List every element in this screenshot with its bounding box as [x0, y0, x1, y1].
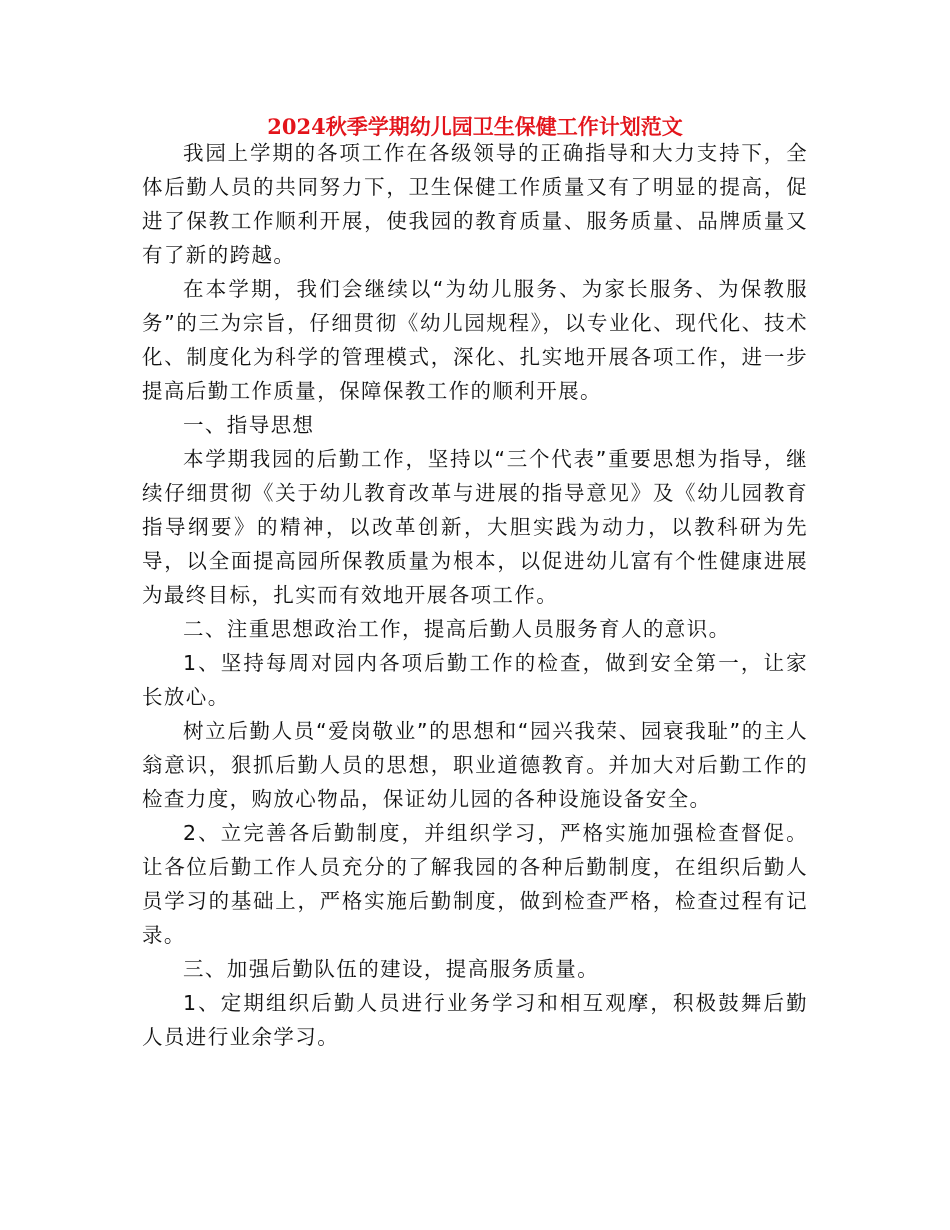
- paragraph-semester-goals: 在本学期，我们会继续以“为幼儿服务、为家长服务、为保教服务”的三为宗旨，仔细贯彻《幼儿园规程》，以专业化、现代化、技术化、制度化为科学的管理模式，深化、扎实地开展各项工作，进一步提高后勤工作质量，保障保教工作的顺利开展。: [142, 277, 808, 403]
- section-heading-political-work: 二、注重思想政治工作，提高后勤人员服务育人的意识。: [183, 617, 731, 641]
- section-heading-guiding-ideology: 一、指导思想: [183, 413, 315, 437]
- section-heading-team-building: 三、加强后勤队伍的建设，提高服务质量。: [183, 957, 600, 981]
- paragraph-staff-study: 1、定期组织后勤人员进行业务学习和相互观摩，积极鼓舞后勤人员进行业余学习。: [142, 991, 808, 1049]
- document-body: [142, 136, 808, 1054]
- paragraph-guiding-ideology: 本学期我园的后勤工作，坚持以“三个代表”重要思想为指导，继续仔细贯彻《关于幼儿教育改革与进展的指导意见》及《幼儿园教育指导纲要》的精神，以改革创新，大胆实践为动力，以教科研为先导，以全面提高园所保教质量为根本，以促进幼儿富有个性健康进展为最终目标，扎实而有效地开展各项工作。: [142, 447, 808, 607]
- paragraph-weekly-inspection: 1、坚持每周对园内各项后勤工作的检查，做到安全第一，让家长放心。: [142, 651, 808, 709]
- document-title: 2024秋季学期幼儿园卫生保健工作计划范文: [267, 114, 683, 139]
- paragraph-intro: 我园上学期的各项工作在各级领导的正确指导和大力支持下，全体后勤人员的共同努力下，卫生保健工作质量又有了明显的提高，促进了保教工作顺利开展，使我园的教育质量、服务质量、品牌质量又有了新的跨越。: [142, 141, 808, 267]
- paragraph-staff-awareness: 树立后勤人员“爱岗敬业”的思想和“园兴我荣、园衰我耻”的主人翁意识，狠抓后勤人员的思想，职业道德教育。并加大对后勤工作的检查力度，购放心物品，保证幼儿园的各种设施设备安全。: [142, 719, 808, 811]
- paragraph-logistics-system: 2、立完善各后勤制度，并组织学习，严格实施加强检查督促。让各位后勤工作人员充分的了解我园的各种后勤制度，在组织后勤人员学习的基础上，严格实施后勤制度，做到检查严格，检查过程有记录。: [142, 821, 808, 947]
